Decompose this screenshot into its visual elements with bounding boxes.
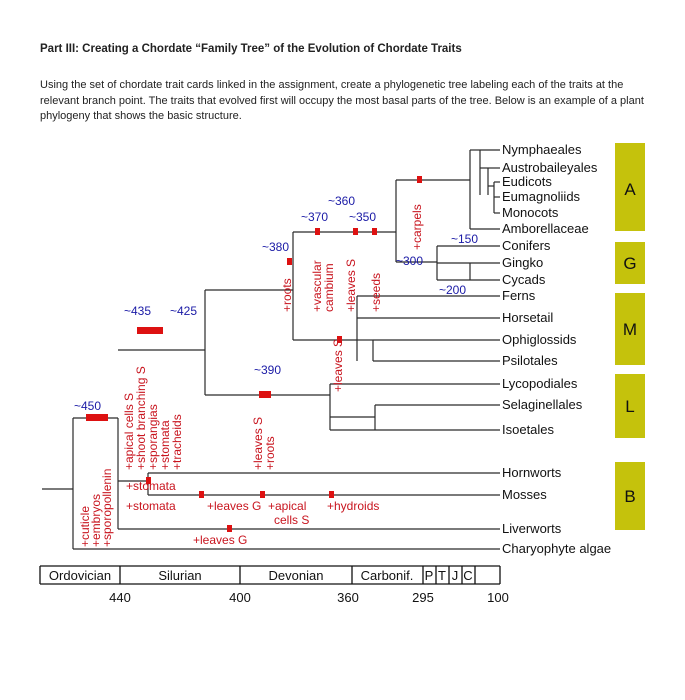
date-435: ~435	[124, 304, 152, 318]
intro-paragraph: Using the set of chordate trait cards linked in the assignment, create a phylogenetic tree labeling each of the traits at the relevant branch point. The traits that evolved first will occupy the most basal parts of the tree. Below is an example of a plant phylogeny that shows the basic structure.	[40, 79, 644, 122]
vascular-trait-tick	[137, 327, 163, 334]
taxon-label: Lycopodiales	[502, 376, 578, 391]
taxon-label: Horsetail	[502, 310, 554, 325]
date-200: ~200	[439, 283, 467, 297]
period-jurassic: J	[451, 568, 459, 583]
period-triassic: T	[438, 568, 446, 583]
time-tick-360: 360	[337, 590, 359, 605]
taxon-label: Ferns	[502, 288, 536, 303]
taxon-labels	[502, 142, 611, 556]
seed-leaves-tick	[353, 228, 358, 235]
date-300: ~300	[396, 254, 424, 268]
period-ordovician: Ordovician	[48, 568, 112, 583]
time-tick-295: 295	[412, 590, 434, 605]
group-label-a: A	[624, 180, 636, 199]
period-cretaceous: C	[463, 568, 473, 583]
roots-tick	[287, 258, 292, 265]
time-tick-400: 400	[229, 590, 251, 605]
date-370: ~370	[301, 210, 329, 224]
date-425: ~425	[170, 304, 198, 318]
trait-embryos: +embryos	[89, 493, 103, 547]
taxon-label: Liverworts	[502, 521, 562, 536]
trait-cuticle: +cuticle	[78, 505, 92, 547]
trait-leaves-s-lycophytes: +leaves S	[251, 416, 265, 470]
time-tick-440: 440	[109, 590, 131, 605]
taxon-label: Amborellaceae	[502, 221, 589, 236]
leaves-g-bottom-tick	[227, 525, 232, 532]
trait-leaves-g-bottom: +leaves G	[193, 533, 248, 547]
period-silurian: Silurian	[158, 568, 202, 583]
date-150: ~150	[451, 232, 479, 246]
period-carboniferous: Carbonif.	[360, 568, 414, 583]
taxon-label: Charyophyte algae	[502, 541, 612, 556]
trait-leaves-s-seed-plants: +leaves S	[344, 258, 358, 312]
taxon-label: Isoetales	[502, 422, 555, 437]
taxon-label: Mosses	[502, 487, 547, 502]
group-label-l: L	[625, 397, 635, 416]
taxon-label: Hornworts	[502, 465, 562, 480]
trait-tracheids: +tracheids	[170, 414, 184, 470]
seeds-tick	[372, 228, 377, 235]
trait-stomata-row: +stomata	[126, 499, 176, 513]
trait-sporopollenin: +sporopollenin	[100, 468, 114, 547]
leaves-g-row-tick	[260, 491, 265, 498]
taxon-label: Monocots	[502, 205, 559, 220]
trait-hydroids: +hydroids	[327, 499, 380, 513]
group-label-m: M	[622, 320, 638, 339]
taxon-label: Nymphaeales	[502, 142, 582, 157]
taxon-label: Austrobaileyales	[502, 160, 598, 175]
horizontal-trait-labels	[126, 479, 379, 547]
trait-stomata-hornworts: +stomata	[126, 479, 176, 493]
taxon-label: Conifers	[502, 238, 551, 253]
hydroids-tick	[329, 491, 334, 498]
trait-apical-cells: +apical cells S	[122, 392, 136, 470]
carpels-tick	[417, 176, 422, 183]
date-360: ~360	[328, 194, 356, 208]
geologic-timeline	[40, 566, 509, 605]
taxon-label: Ophiglossids	[502, 332, 577, 347]
trait-vascular: +vascular	[310, 260, 324, 312]
page-heading: Part III: Creating a Chordate “Family Tree” of the Evolution of Chordate Traits	[40, 43, 462, 55]
lyco-trait-tick	[259, 391, 271, 398]
trait-sporangias: +sporangias	[146, 404, 160, 470]
stomata-row-tick	[199, 491, 204, 498]
trait-roots: +roots	[280, 278, 294, 312]
taxon-label: Eudicots	[502, 174, 552, 189]
taxon-label: Eumagnoliids	[502, 189, 581, 204]
taxon-label: Cycads	[502, 272, 546, 287]
period-permian: P	[424, 568, 434, 583]
trait-leaves-s-ferns: +leaves S	[331, 338, 345, 392]
date-350: ~350	[349, 210, 377, 224]
taxon-label: Gingko	[502, 255, 544, 270]
date-450: ~450	[74, 399, 102, 413]
trait-apical-row: +apical	[268, 499, 307, 513]
time-tick-100: 100	[487, 590, 509, 605]
trait-carpels: +carpels	[410, 204, 424, 250]
trait-seeds: +seeds	[369, 272, 383, 312]
base-trait-tick	[86, 414, 108, 421]
taxon-label: Selaginellales	[502, 397, 583, 412]
date-380: ~380	[262, 240, 290, 254]
group-label-g: G	[623, 254, 637, 273]
trait-cells-s-row: cells S	[274, 513, 310, 527]
trait-leaves-g-row: +leaves G	[207, 499, 262, 513]
trait-stomata-vertical: +stomata	[158, 420, 172, 470]
group-boxes	[615, 143, 645, 530]
group-label-b: B	[624, 487, 636, 506]
trait-roots-lycophytes: +roots	[263, 436, 277, 470]
taxon-label: Psilotales	[502, 353, 558, 368]
trait-cambium: cambium	[322, 263, 336, 312]
period-devonian: Devonian	[268, 568, 324, 583]
trait-shoot-branching: +shoot branching S	[134, 366, 148, 470]
vascular-cambium-tick	[315, 228, 320, 235]
date-390: ~390	[254, 363, 282, 377]
